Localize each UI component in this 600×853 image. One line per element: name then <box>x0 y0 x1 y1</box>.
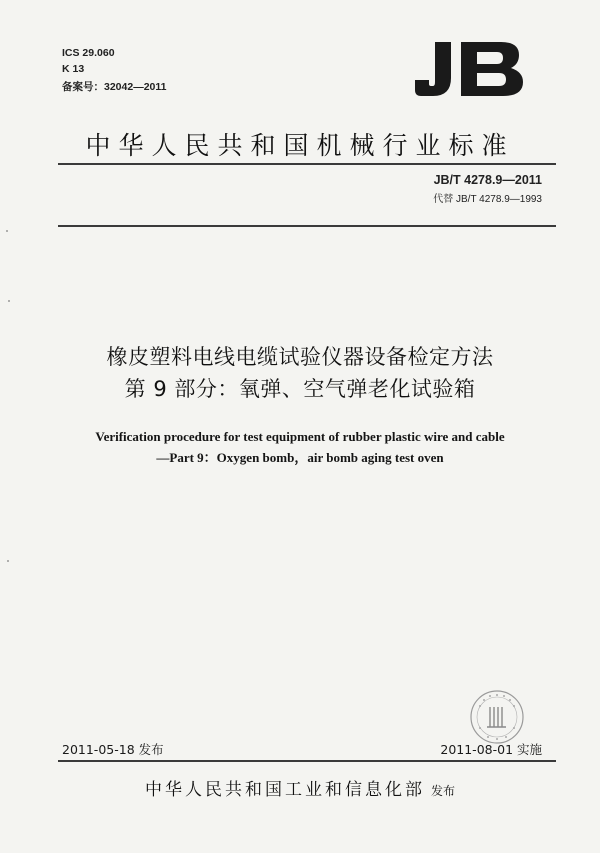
chinese-title-line-1: 橡皮塑料电线电缆试验仪器设备检定方法 <box>106 345 494 369</box>
english-title-line-2: —Part 9：Oxygen bomb，air bomb aging test oven <box>156 450 444 465</box>
classification-code: K 13 <box>62 63 85 75</box>
scan-speck <box>6 230 8 232</box>
publisher-suffix: 发布 <box>430 784 455 798</box>
publisher-name: 中华人民共和国工业和信息化部 <box>144 780 425 800</box>
header-divider <box>58 163 556 165</box>
title-divider <box>58 225 556 227</box>
jb-logo <box>415 42 527 98</box>
scan-speck <box>7 560 9 562</box>
library-stamp-seal <box>468 688 526 746</box>
ics-code: ICS 29.060 <box>62 47 115 59</box>
publisher <box>0 775 600 800</box>
logo-text: JB <box>415 42 416 43</box>
issue-date: 2011-05-18 发布 <box>62 742 164 757</box>
chinese-title-line-2: 第 9 部分：氧弹、空气弹老化试验箱 <box>124 377 476 401</box>
organization-title: 中华人民共和国机械行业标准 <box>85 131 515 160</box>
record-number: 备案号：32042—2011 <box>62 81 167 93</box>
footer-divider <box>58 760 556 762</box>
english-title-line-1: Verification procedure for test equipment of rubber plastic wire and cable <box>95 429 505 444</box>
implementation-date: 2011-08-01 实施 <box>440 742 542 757</box>
standard-number: JB/T 4278.9—2011 <box>433 173 542 187</box>
scan-speck <box>8 300 10 302</box>
replaces-standard: 代替 JB/T 4278.9—1993 <box>433 194 542 205</box>
